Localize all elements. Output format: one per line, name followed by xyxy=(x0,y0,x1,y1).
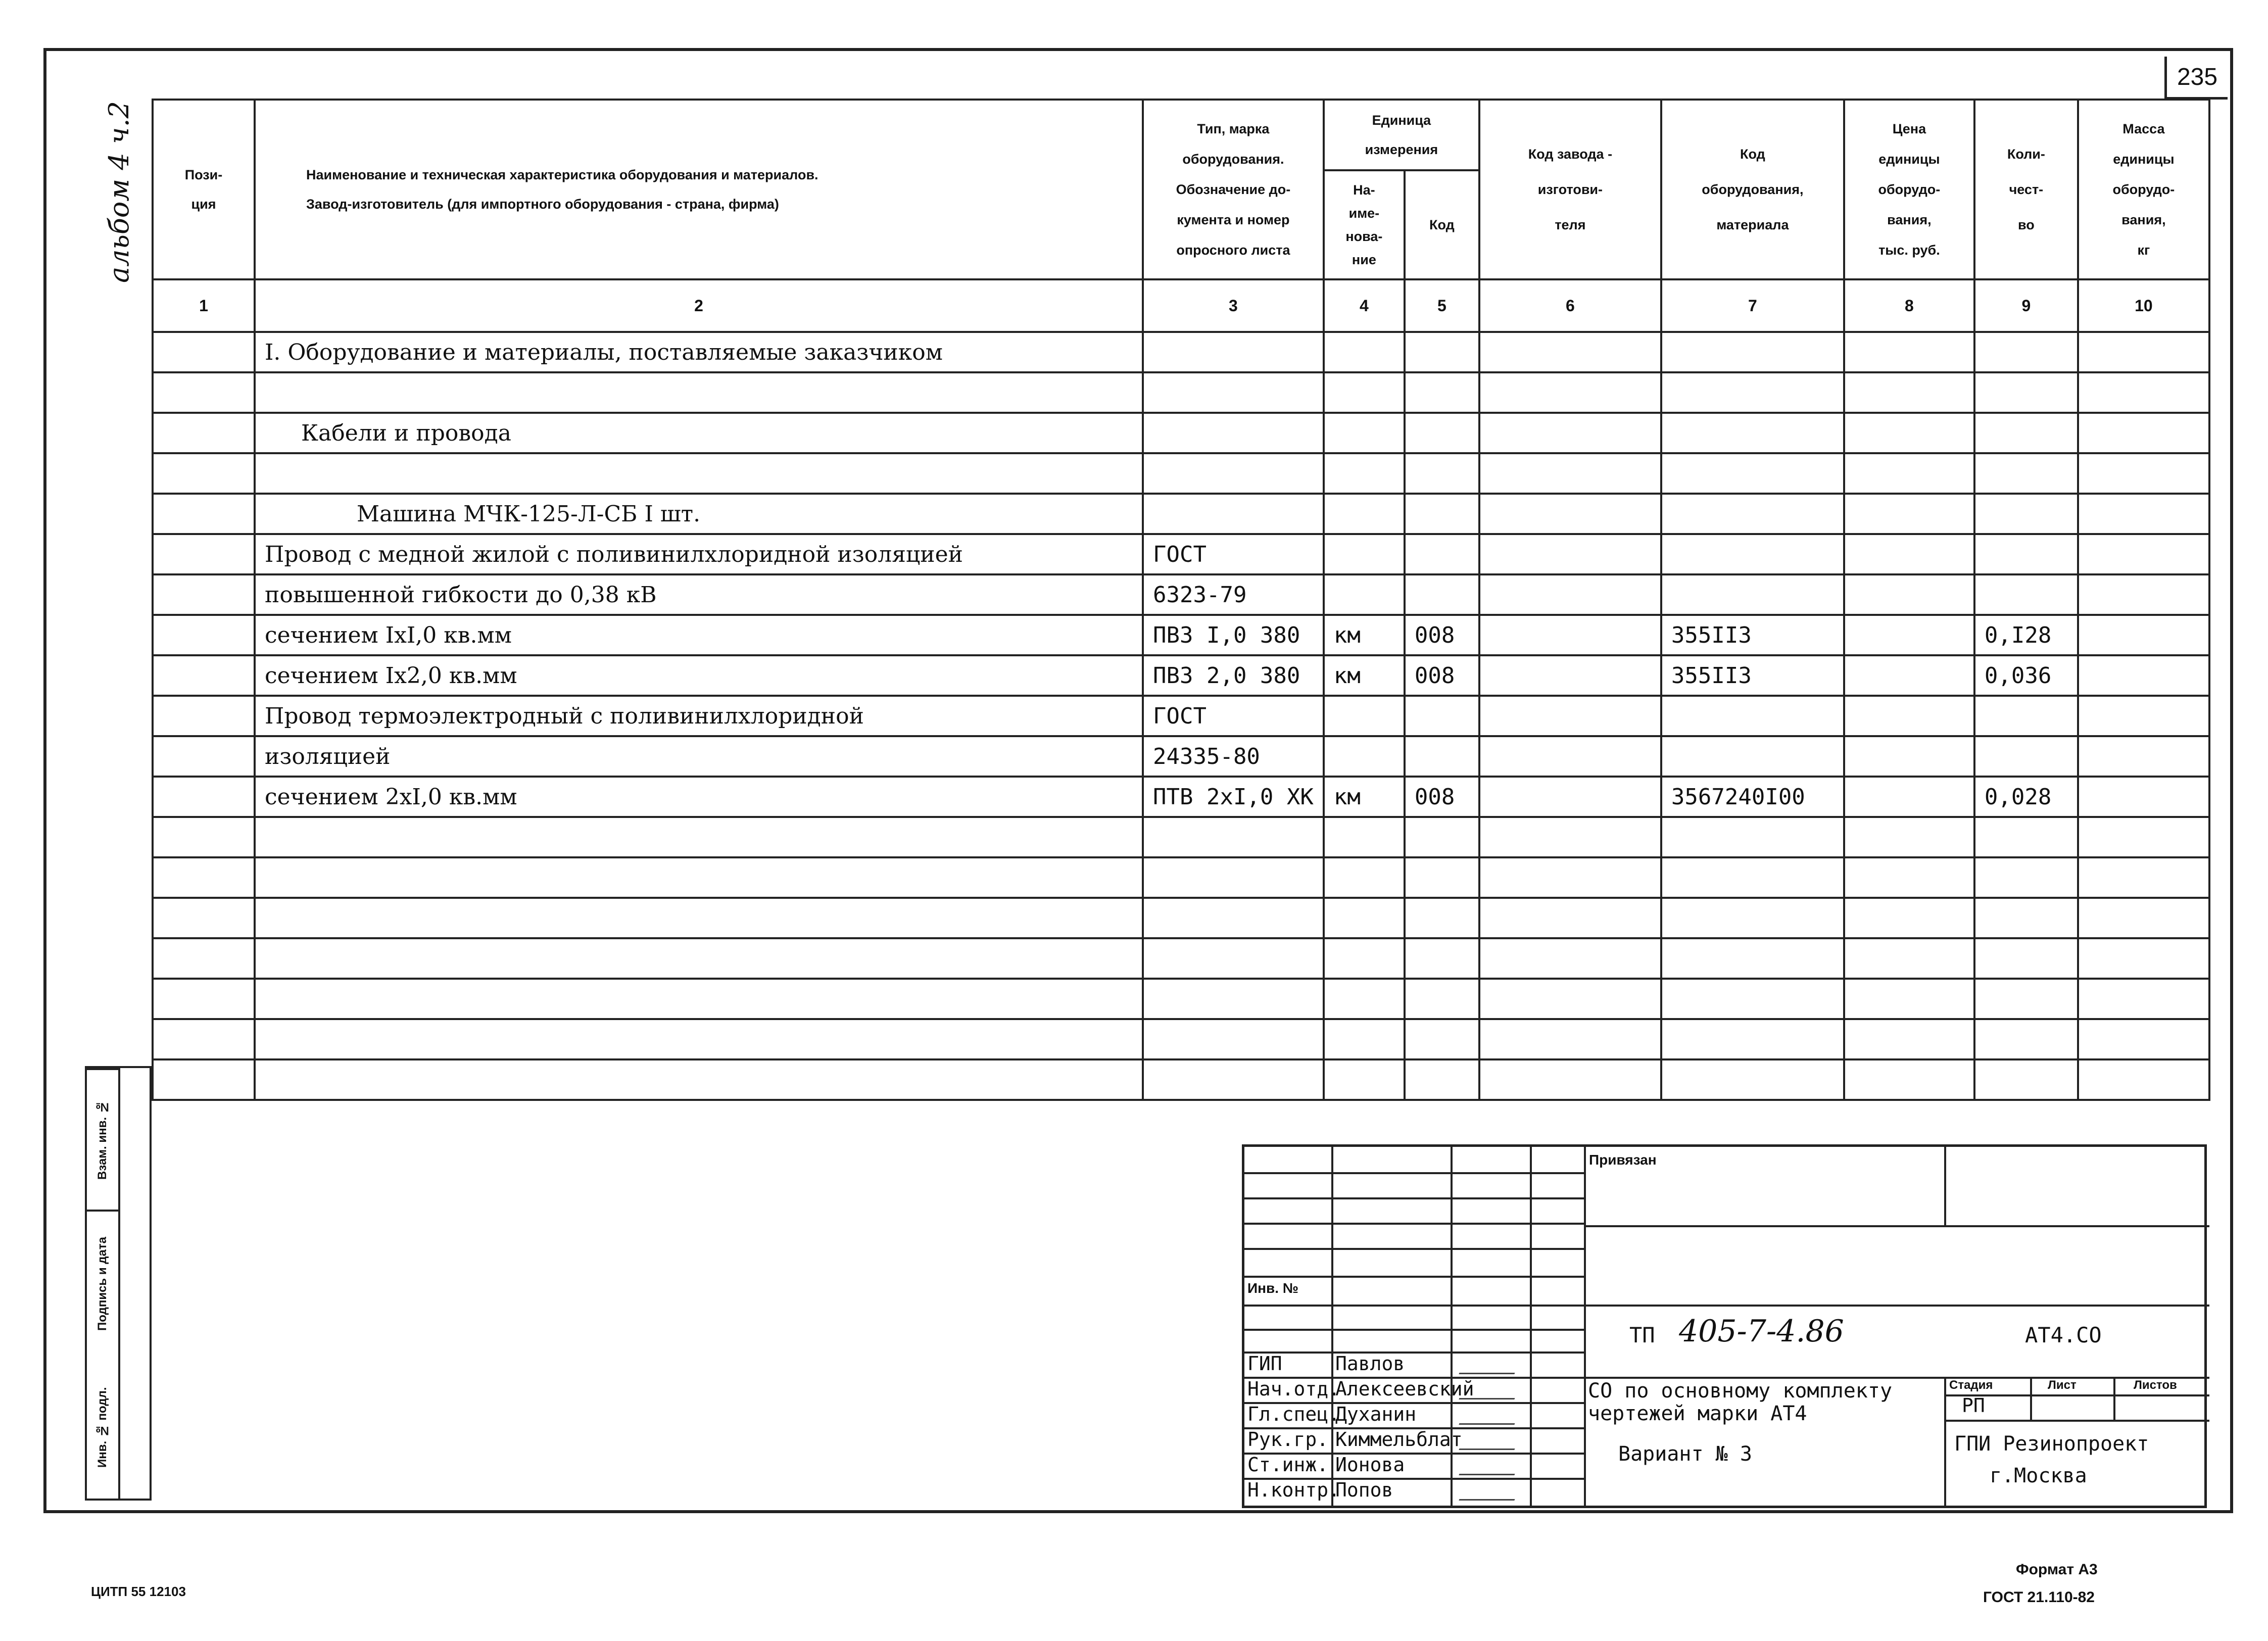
cell-col-7 xyxy=(1661,1059,1844,1100)
cell-col-10 xyxy=(2078,1019,2209,1059)
cell-col-9 xyxy=(1974,413,2078,453)
cell-col-7 xyxy=(1661,736,1844,777)
cell-col-5 xyxy=(1405,372,1479,413)
cell-col-10 xyxy=(2078,332,2209,372)
cell-col-5 xyxy=(1405,453,1479,494)
cell-col-4 xyxy=(1324,534,1405,574)
signature-mark xyxy=(1459,1359,1520,1374)
cell-col-7 xyxy=(1661,574,1844,615)
cell-col-10 xyxy=(2078,777,2209,817)
cell-col-6 xyxy=(1479,372,1661,413)
cell-col-3 xyxy=(1143,413,1324,453)
cell-col-5 xyxy=(1405,938,1479,979)
cell-col-3 xyxy=(1143,938,1324,979)
left-approval-stamp xyxy=(85,1066,152,1501)
signature-mark xyxy=(1459,1434,1520,1450)
signer-role: Гл.спец. xyxy=(1247,1403,1340,1425)
cell-col-4 xyxy=(1324,696,1405,736)
header-unit-group: Единица измерения xyxy=(1324,100,1479,170)
cell-col-2 xyxy=(255,817,1143,857)
cell-col-5 xyxy=(1405,494,1479,534)
cell-col-2 xyxy=(255,1019,1143,1059)
table-row xyxy=(153,534,2209,574)
inv-no-label: Инв. № xyxy=(1247,1280,1299,1296)
cell-col-5 xyxy=(1405,696,1479,736)
cell-col-5 xyxy=(1405,979,1479,1019)
cell-col-8 xyxy=(1844,332,1974,372)
cell-col-2: сечением 2xI,0 кв.мм xyxy=(255,777,1143,817)
cell-col-3: ПТВ 2xI,0 ХК xyxy=(1143,777,1324,817)
cell-col-8 xyxy=(1844,655,1974,696)
cell-col-4 xyxy=(1324,1019,1405,1059)
table-row xyxy=(153,898,2209,938)
cell-col-3 xyxy=(1143,372,1324,413)
stamp-signature-date: Подпись и дата xyxy=(87,1210,118,1356)
cell-col-8 xyxy=(1844,736,1974,777)
cell-col-1 xyxy=(153,494,255,534)
cell-col-9 xyxy=(1974,372,2078,413)
table-row xyxy=(153,736,2209,777)
cell-col-6 xyxy=(1479,898,1661,938)
header-factory-code: Код завода - изготови- теля xyxy=(1479,100,1661,279)
cell-col-8 xyxy=(1844,857,1974,898)
stage-value: РП xyxy=(1962,1394,1985,1417)
signer-role: Рук.гр. xyxy=(1247,1428,1329,1451)
cell-col-4: км xyxy=(1324,777,1405,817)
cell-col-2: повышенной гибкости до 0,38 кВ xyxy=(255,574,1143,615)
cell-col-5 xyxy=(1405,1019,1479,1059)
cell-col-1 xyxy=(153,817,255,857)
cell-col-1 xyxy=(153,898,255,938)
cell-col-4 xyxy=(1324,817,1405,857)
cell-col-7 xyxy=(1661,494,1844,534)
cell-col-1 xyxy=(153,453,255,494)
cell-col-9 xyxy=(1974,736,2078,777)
cell-col-7 xyxy=(1661,938,1844,979)
cell-col-5 xyxy=(1405,332,1479,372)
cell-col-9 xyxy=(1974,332,2078,372)
cell-col-5 xyxy=(1405,1059,1479,1100)
cell-col-8 xyxy=(1844,938,1974,979)
cell-col-9 xyxy=(1974,534,2078,574)
cell-col-8 xyxy=(1844,817,1974,857)
signer-name: Ионова xyxy=(1335,1454,1405,1476)
cell-col-10 xyxy=(2078,574,2209,615)
cell-col-6 xyxy=(1479,777,1661,817)
specification-table xyxy=(152,99,2210,1101)
cell-col-5 xyxy=(1405,898,1479,938)
header-equipment-code: Код оборудования, материала xyxy=(1661,100,1844,279)
cell-col-8 xyxy=(1844,494,1974,534)
cell-col-2 xyxy=(255,372,1143,413)
cell-col-9 xyxy=(1974,1019,2078,1059)
cell-col-10 xyxy=(2078,494,2209,534)
cell-col-10 xyxy=(2078,453,2209,494)
cell-col-2: Провод термоэлектродный с поливинилхлоридной xyxy=(255,696,1143,736)
cell-col-6 xyxy=(1479,534,1661,574)
cell-col-7 xyxy=(1661,696,1844,736)
cell-col-4: км xyxy=(1324,615,1405,655)
cell-col-6 xyxy=(1479,494,1661,534)
cell-col-1 xyxy=(153,574,255,615)
cell-col-8 xyxy=(1844,574,1974,615)
cell-col-6 xyxy=(1479,817,1661,857)
signer-name: Попов xyxy=(1335,1479,1393,1501)
cell-col-3 xyxy=(1143,898,1324,938)
cell-col-2: сечением Ix2,0 кв.мм xyxy=(255,655,1143,696)
cell-col-9 xyxy=(1974,494,2078,534)
header-quantity: Коли- чест- во xyxy=(1974,100,2078,279)
table-row xyxy=(153,615,2209,655)
footer-left-code: ЦИТП 55 12103 xyxy=(91,1584,186,1599)
cell-col-6 xyxy=(1479,332,1661,372)
cell-col-6 xyxy=(1479,413,1661,453)
cell-col-7 xyxy=(1661,979,1844,1019)
header-unit-name: На- име- нова- ние xyxy=(1324,170,1405,279)
signature-mark xyxy=(1459,1460,1520,1475)
signer-role: Н.контр. xyxy=(1247,1479,1340,1501)
cell-col-7 xyxy=(1661,1019,1844,1059)
cell-col-2: I. Оборудование и материалы, поставляемые заказчиком xyxy=(255,332,1143,372)
cell-col-9 xyxy=(1974,574,2078,615)
cell-col-3 xyxy=(1143,494,1324,534)
cell-col-9 xyxy=(1974,898,2078,938)
column-numbers-row: 1 2 3 4 5 6 7 8 9 10 xyxy=(153,279,2209,332)
cell-col-5 xyxy=(1405,574,1479,615)
stamp-original-inv: Инв. № подл. xyxy=(95,1387,109,1468)
cell-col-2: изоляцией xyxy=(255,736,1143,777)
cell-col-3 xyxy=(1143,817,1324,857)
signature-mark xyxy=(1459,1384,1520,1399)
cell-col-7: 355II3 xyxy=(1661,655,1844,696)
signature-mark xyxy=(1459,1409,1520,1425)
cell-col-9 xyxy=(1974,696,2078,736)
cell-col-1 xyxy=(153,979,255,1019)
header-unit-code: Код xyxy=(1405,170,1479,279)
description-line-3: Вариант № 3 xyxy=(1618,1442,1752,1466)
cell-col-7 xyxy=(1661,332,1844,372)
cell-col-2 xyxy=(255,898,1143,938)
cell-col-5: 008 xyxy=(1405,655,1479,696)
cell-col-10 xyxy=(2078,898,2209,938)
cell-col-8 xyxy=(1844,696,1974,736)
tp-number: 405-7-4.86 xyxy=(1679,1314,1844,1349)
header-mass: Масса единицы оборудо- вания, кг xyxy=(2078,100,2209,279)
cell-col-3: 24335-80 xyxy=(1143,736,1324,777)
cell-col-9 xyxy=(1974,857,2078,898)
cell-col-6 xyxy=(1479,453,1661,494)
signer-name: Алексеевский xyxy=(1335,1378,1474,1400)
cell-col-5: 008 xyxy=(1405,777,1479,817)
cell-col-6 xyxy=(1479,1019,1661,1059)
title-block xyxy=(1242,1144,2207,1508)
signer-name: Киммельблат xyxy=(1335,1428,1463,1451)
signer-role: ГИП xyxy=(1247,1353,1282,1375)
cell-col-7 xyxy=(1661,898,1844,938)
cell-col-1 xyxy=(153,332,255,372)
cell-col-3 xyxy=(1143,1019,1324,1059)
cell-col-9: 0,028 xyxy=(1974,777,2078,817)
cell-col-9 xyxy=(1974,453,2078,494)
table-row xyxy=(153,494,2209,534)
cell-col-8 xyxy=(1844,1019,1974,1059)
cell-col-8 xyxy=(1844,1059,1974,1100)
cell-col-6 xyxy=(1479,857,1661,898)
org-city: г.Москва xyxy=(1990,1464,2087,1487)
cell-col-4 xyxy=(1324,938,1405,979)
header-position: Пози- ция xyxy=(153,100,255,279)
cell-col-9 xyxy=(1974,938,2078,979)
signature-mark xyxy=(1459,1485,1520,1501)
cell-col-10 xyxy=(2078,655,2209,696)
table-row xyxy=(153,817,2209,857)
cell-col-9 xyxy=(1974,817,2078,857)
cell-col-2: Машина МЧК-125-Л-СБ I шт. xyxy=(255,494,1143,534)
cell-col-8 xyxy=(1844,372,1974,413)
cell-col-3: ПВЗ 2,0 380 xyxy=(1143,655,1324,696)
cell-col-10 xyxy=(2078,696,2209,736)
cell-col-10 xyxy=(2078,615,2209,655)
cell-col-2 xyxy=(255,979,1143,1019)
cell-col-10 xyxy=(2078,979,2209,1019)
cell-col-7: 3567240I00 xyxy=(1661,777,1844,817)
cell-col-1 xyxy=(153,534,255,574)
cell-col-4 xyxy=(1324,453,1405,494)
doc-code: АТ4.СО xyxy=(2025,1323,2102,1347)
cell-col-1 xyxy=(153,938,255,979)
cell-col-7 xyxy=(1661,453,1844,494)
table-row xyxy=(153,696,2209,736)
cell-col-3: ГОСТ xyxy=(1143,534,1324,574)
cell-col-4 xyxy=(1324,1059,1405,1100)
cell-col-8 xyxy=(1844,453,1974,494)
cell-col-2 xyxy=(255,1059,1143,1100)
cell-col-8 xyxy=(1844,979,1974,1019)
cell-col-7 xyxy=(1661,817,1844,857)
cell-col-7: 355II3 xyxy=(1661,615,1844,655)
cell-col-6 xyxy=(1479,1059,1661,1100)
table-row xyxy=(153,1059,2209,1100)
cell-col-3: ПВЗ I,0 380 xyxy=(1143,615,1324,655)
org-name: ГПИ Резинопроект xyxy=(1954,1432,2149,1456)
table-row xyxy=(153,857,2209,898)
cell-col-9: 0,036 xyxy=(1974,655,2078,696)
cell-col-8 xyxy=(1844,898,1974,938)
cell-col-2 xyxy=(255,453,1143,494)
stage-header: Стадия xyxy=(1949,1378,1993,1392)
cell-col-5 xyxy=(1405,413,1479,453)
cell-col-2: Провод с медной жилой с поливинилхлоридной изоляцией xyxy=(255,534,1143,574)
cell-col-9 xyxy=(1974,1059,2078,1100)
cell-col-6 xyxy=(1479,979,1661,1019)
signer-role: Ст.инж. xyxy=(1247,1454,1329,1476)
cell-col-1 xyxy=(153,655,255,696)
table-row xyxy=(153,777,2209,817)
cell-col-4 xyxy=(1324,494,1405,534)
cell-col-10 xyxy=(2078,534,2209,574)
cell-col-4 xyxy=(1324,372,1405,413)
cell-col-3 xyxy=(1143,979,1324,1019)
cell-col-7 xyxy=(1661,534,1844,574)
cell-col-4: км xyxy=(1324,655,1405,696)
cell-col-1 xyxy=(153,777,255,817)
cell-col-4 xyxy=(1324,332,1405,372)
cell-col-3 xyxy=(1143,453,1324,494)
cell-col-1 xyxy=(153,857,255,898)
signer-name: Духанин xyxy=(1335,1403,1417,1425)
table-row xyxy=(153,938,2209,979)
cell-col-3: 6323-79 xyxy=(1143,574,1324,615)
cell-col-10 xyxy=(2078,857,2209,898)
table-row xyxy=(153,413,2209,453)
cell-col-10 xyxy=(2078,736,2209,777)
privyazan-label: Привязан xyxy=(1589,1152,1657,1168)
cell-col-10 xyxy=(2078,817,2209,857)
table-row xyxy=(153,372,2209,413)
cell-col-1 xyxy=(153,615,255,655)
table-row xyxy=(153,574,2209,615)
cell-col-9: 0,I28 xyxy=(1974,615,2078,655)
cell-col-2: сечением IxI,0 кв.мм xyxy=(255,615,1143,655)
description-line-2: чертежей марки АТ4 xyxy=(1588,1402,1807,1425)
cell-col-1 xyxy=(153,1059,255,1100)
cell-col-1 xyxy=(153,372,255,413)
cell-col-8 xyxy=(1844,413,1974,453)
album-label: альбом 4 ч.2 xyxy=(103,101,135,283)
signer-role: Нач.отд. xyxy=(1247,1378,1340,1400)
table-row xyxy=(153,655,2209,696)
header-price: Цена единицы оборудо- вания, тыс. руб. xyxy=(1844,100,1974,279)
table-row xyxy=(153,453,2209,494)
cell-col-4 xyxy=(1324,857,1405,898)
cell-col-8 xyxy=(1844,615,1974,655)
cell-col-2 xyxy=(255,857,1143,898)
cell-col-9 xyxy=(1974,979,2078,1019)
table-row xyxy=(153,332,2209,372)
cell-col-3 xyxy=(1143,857,1324,898)
cell-col-1 xyxy=(153,696,255,736)
sheets-header: Листов xyxy=(2134,1378,2177,1392)
cell-col-5 xyxy=(1405,857,1479,898)
cell-col-7 xyxy=(1661,857,1844,898)
tp-label: ТП xyxy=(1629,1323,1655,1347)
cell-col-1 xyxy=(153,413,255,453)
cell-col-1 xyxy=(153,1019,255,1059)
cell-col-10 xyxy=(2078,1059,2209,1100)
cell-col-6 xyxy=(1479,574,1661,615)
cell-col-8 xyxy=(1844,777,1974,817)
footer-format: Формат А3 xyxy=(2016,1561,2098,1578)
cell-col-7 xyxy=(1661,413,1844,453)
table-row xyxy=(153,1019,2209,1059)
cell-col-1 xyxy=(153,736,255,777)
cell-col-5 xyxy=(1405,534,1479,574)
cell-col-2: Кабели и провода xyxy=(255,413,1143,453)
description-line-1: СО по основному комплекту xyxy=(1588,1379,1893,1403)
cell-col-4 xyxy=(1324,736,1405,777)
cell-col-3: ГОСТ xyxy=(1143,696,1324,736)
cell-col-5 xyxy=(1405,736,1479,777)
header-name: Наименование и техническая характеристика оборудования и материалов. Завод-изготовитель (для импортного оборудования - страна, фирма) xyxy=(255,100,1143,279)
cell-col-6 xyxy=(1479,938,1661,979)
cell-col-8 xyxy=(1844,534,1974,574)
cell-col-4 xyxy=(1324,574,1405,615)
cell-col-4 xyxy=(1324,413,1405,453)
stamp-replace-inv: Взам. инв. № xyxy=(87,1068,118,1210)
cell-col-6 xyxy=(1479,696,1661,736)
cell-col-4 xyxy=(1324,979,1405,1019)
cell-col-10 xyxy=(2078,413,2209,453)
table-body xyxy=(153,332,2209,1100)
cell-col-6 xyxy=(1479,615,1661,655)
cell-col-10 xyxy=(2078,372,2209,413)
cell-col-6 xyxy=(1479,655,1661,696)
cell-col-5 xyxy=(1405,817,1479,857)
cell-col-10 xyxy=(2078,938,2209,979)
cell-col-4 xyxy=(1324,898,1405,938)
cell-col-3 xyxy=(1143,1059,1324,1100)
cell-col-5: 008 xyxy=(1405,615,1479,655)
table-row xyxy=(153,979,2209,1019)
footer-gost: ГОСТ 21.110-82 xyxy=(1983,1589,2095,1606)
sheet-number: 235 xyxy=(2164,57,2228,100)
signer-name: Павлов xyxy=(1335,1353,1405,1375)
cell-col-6 xyxy=(1479,736,1661,777)
cell-col-7 xyxy=(1661,372,1844,413)
cell-col-2 xyxy=(255,938,1143,979)
cell-col-3 xyxy=(1143,332,1324,372)
sheet-header: Лист xyxy=(2048,1378,2077,1392)
header-type: Тип, марка оборудования. Обозначение до- кумента и номер опросного листа xyxy=(1143,100,1324,279)
